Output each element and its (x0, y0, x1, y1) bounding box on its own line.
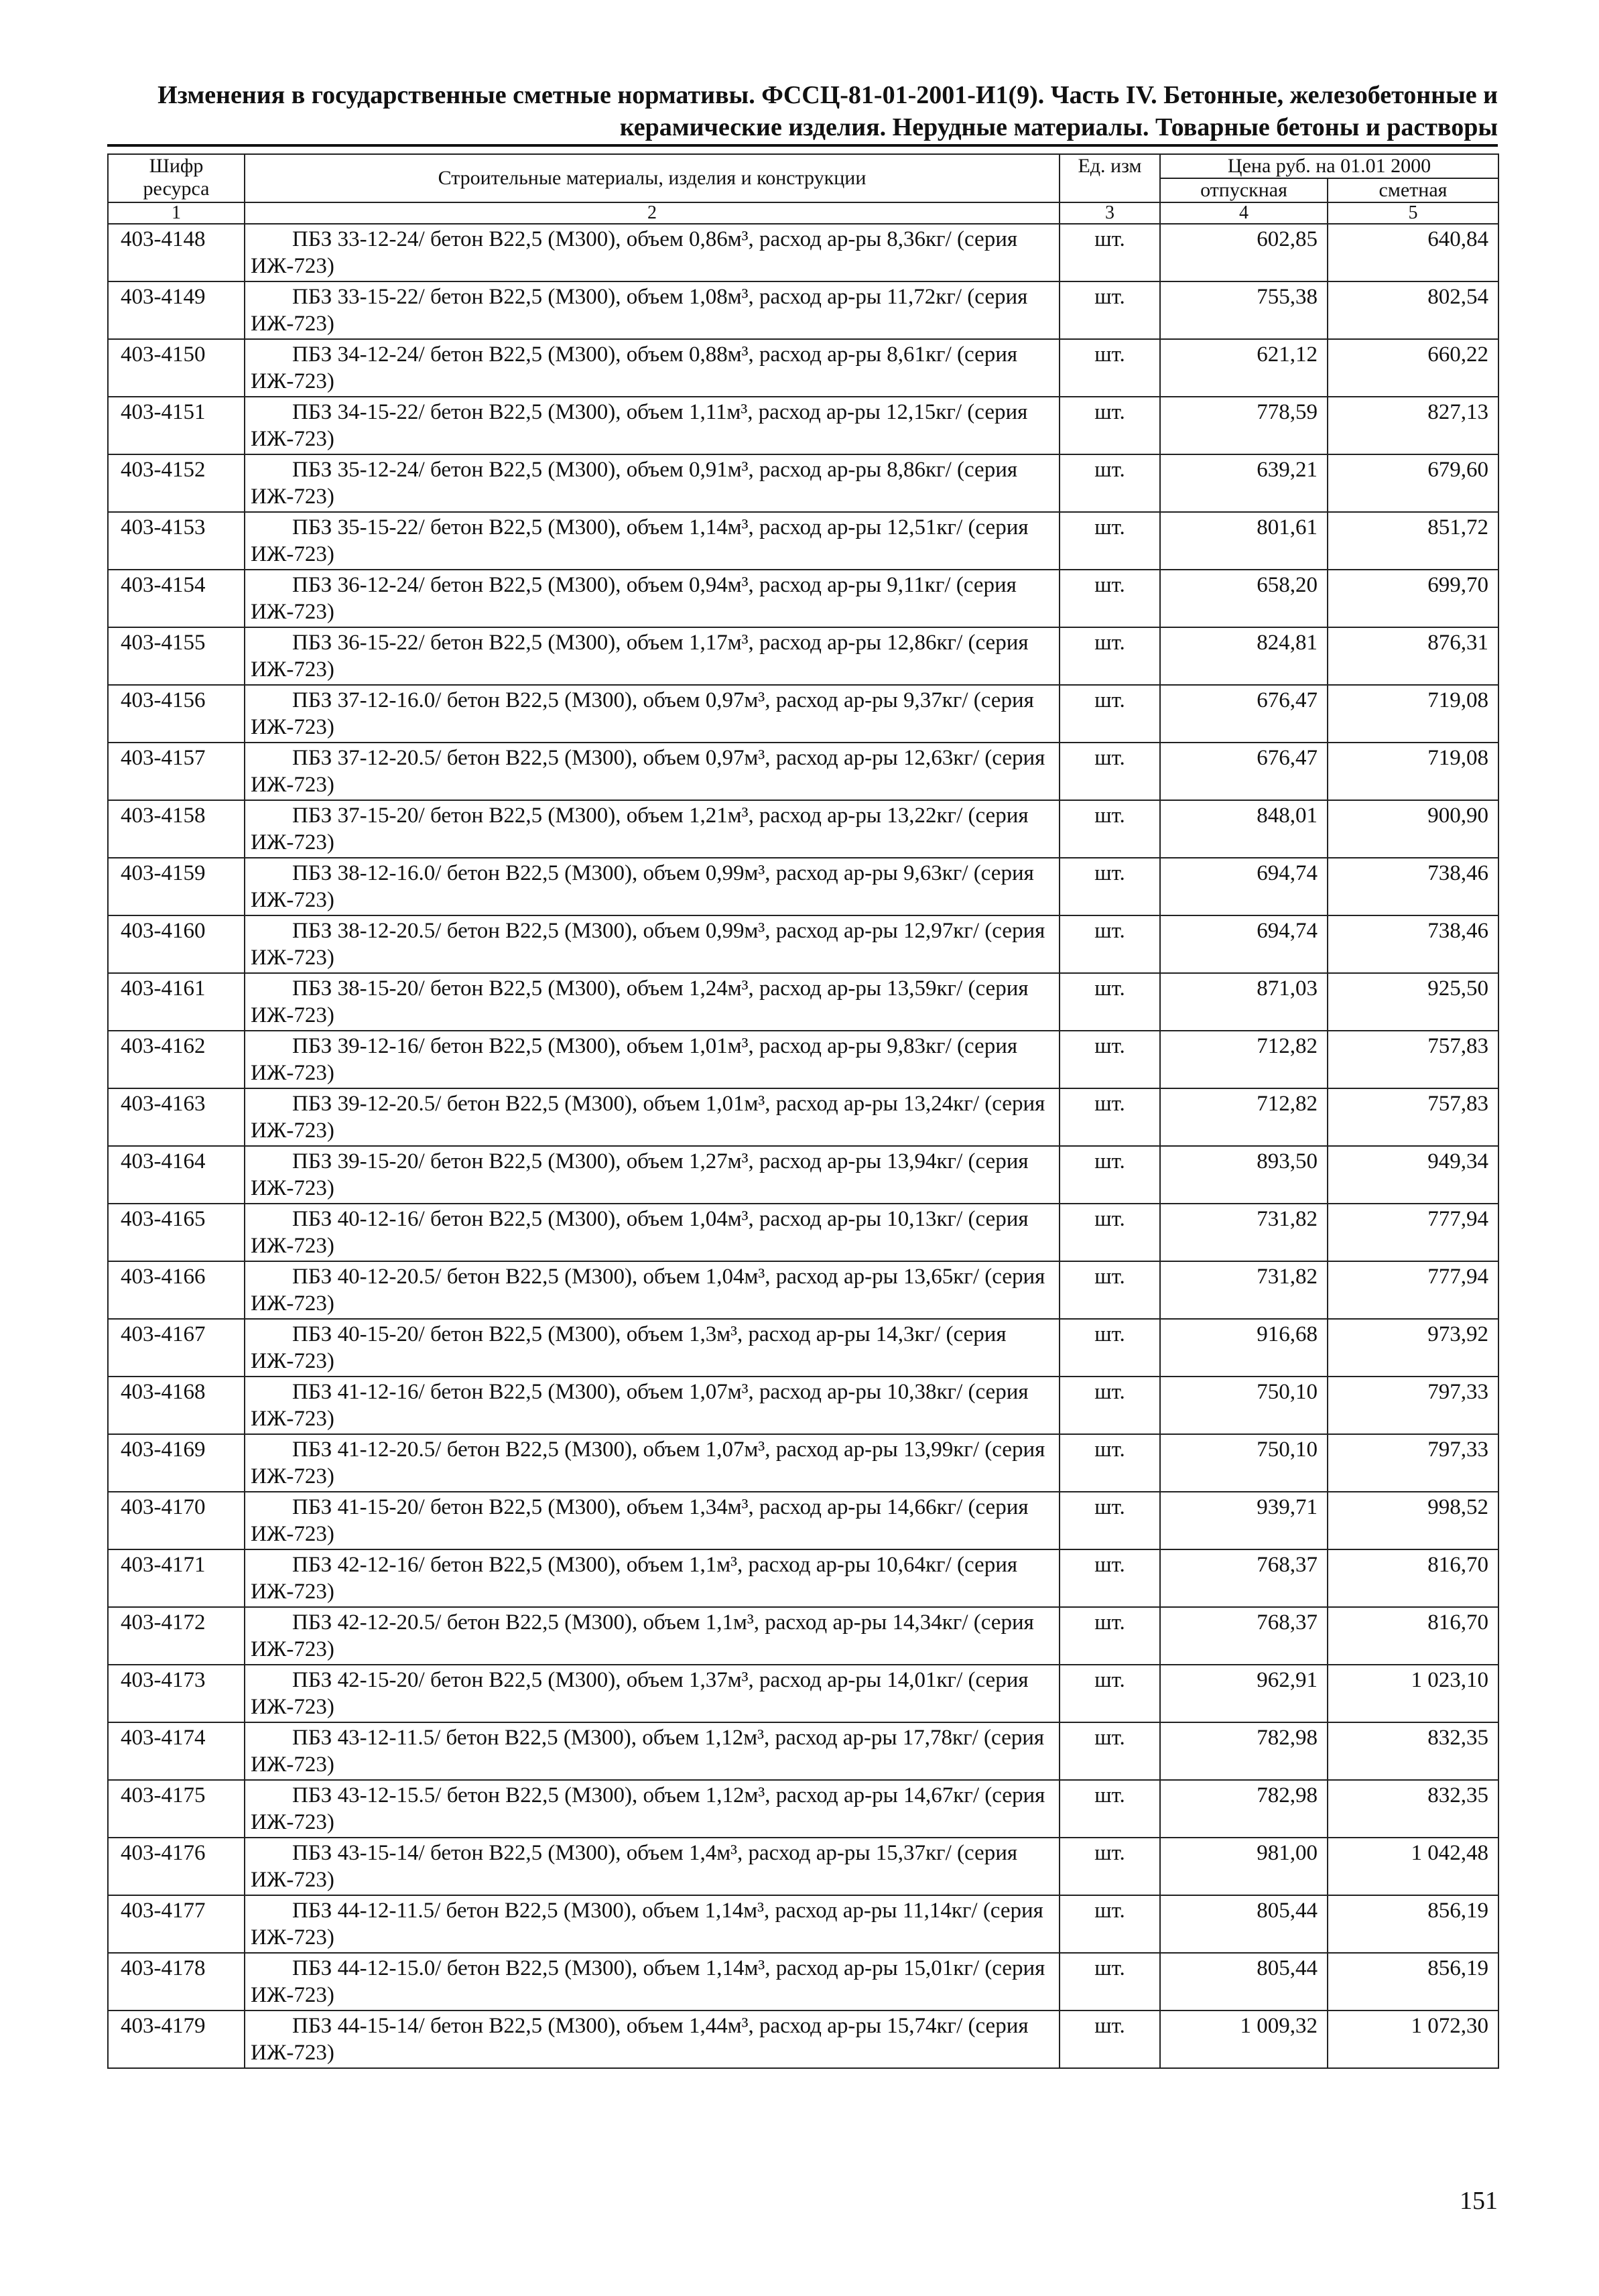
resource-code: 403-4162 (108, 1031, 245, 1088)
table-row (108, 1780, 1498, 1838)
header-estimate: сметная (1328, 178, 1498, 202)
release-price: 805,44 (1160, 1953, 1328, 2011)
release-price: 801,61 (1160, 512, 1328, 570)
estimate-price: 757,83 (1328, 1088, 1498, 1146)
unit: шт. (1060, 339, 1160, 397)
unit: шт. (1060, 1838, 1160, 1895)
resource-name: ПБЗ 44-12-11.5/ бетон В22,5 (М300), объем 1,14м³, расход ар-ры 11,14кг/ (серия ИЖ-723) (245, 1895, 1060, 1953)
header-price-group: Цена руб. на 01.01 2000 (1160, 154, 1498, 178)
table-row (108, 685, 1498, 743)
release-price: 694,74 (1160, 915, 1328, 973)
resource-name: ПБЗ 38-12-20.5/ бетон В22,5 (М300), объем 0,99м³, расход ар-ры 12,97кг/ (серия ИЖ-723) (245, 915, 1060, 973)
resource-name: ПБЗ 42-12-20.5/ бетон В22,5 (М300), объем 1,1м³, расход ар-ры 14,34кг/ (серия ИЖ-723) (245, 1607, 1060, 1665)
resource-code: 403-4178 (108, 1953, 245, 2011)
resource-code: 403-4177 (108, 1895, 245, 1953)
table-row (108, 1549, 1498, 1607)
table-row (108, 454, 1498, 512)
release-price: 750,10 (1160, 1434, 1328, 1492)
unit: шт. (1060, 397, 1160, 454)
estimate-price: 816,70 (1328, 1549, 1498, 1607)
resource-code: 403-4167 (108, 1319, 245, 1377)
resource-name: ПБЗ 44-12-15.0/ бетон В22,5 (М300), объем 1,14м³, расход ар-ры 15,01кг/ (серия ИЖ-723) (245, 1953, 1060, 2011)
resource-name: ПБЗ 41-15-20/ бетон В22,5 (М300), объем 1,34м³, расход ар-ры 14,66кг/ (серия ИЖ-723) (245, 1492, 1060, 1549)
resource-name: ПБЗ 40-12-20.5/ бетон В22,5 (М300), объем 1,04м³, расход ар-ры 13,65кг/ (серия ИЖ-723) (245, 1261, 1060, 1319)
estimate-price: 777,94 (1328, 1261, 1498, 1319)
unit: шт. (1060, 1895, 1160, 1953)
resource-code: 403-4169 (108, 1434, 245, 1492)
resource-code: 403-4164 (108, 1146, 245, 1204)
resource-name: ПБЗ 36-15-22/ бетон В22,5 (М300), объем 1,17м³, расход ар-ры 12,86кг/ (серия ИЖ-723) (245, 627, 1060, 685)
unit: шт. (1060, 512, 1160, 570)
table-row (108, 973, 1498, 1031)
table-row (108, 1031, 1498, 1088)
estimate-price: 816,70 (1328, 1607, 1498, 1665)
resource-name: ПБЗ 41-12-20.5/ бетон В22,5 (М300), объем 1,07м³, расход ар-ры 13,99кг/ (серия ИЖ-723) (245, 1434, 1060, 1492)
estimate-price: 738,46 (1328, 858, 1498, 915)
release-price: 658,20 (1160, 570, 1328, 627)
resource-name: ПБЗ 35-15-22/ бетон В22,5 (М300), объем 1,14м³, расход ар-ры 12,51кг/ (серия ИЖ-723) (245, 512, 1060, 570)
release-price: 893,50 (1160, 1146, 1328, 1204)
resource-name: ПБЗ 33-12-24/ бетон В22,5 (М300), объем 0,86м³, расход ар-ры 8,36кг/ (серия ИЖ-723) (245, 224, 1060, 281)
estimate-price: 856,19 (1328, 1895, 1498, 1953)
resource-name: ПБЗ 41-12-16/ бетон В22,5 (М300), объем 1,07м³, расход ар-ры 10,38кг/ (серия ИЖ-723) (245, 1377, 1060, 1434)
resource-code: 403-4165 (108, 1204, 245, 1261)
table-row (108, 858, 1498, 915)
table-row (108, 224, 1498, 281)
resource-name: ПБЗ 44-15-14/ бетон В22,5 (М300), объем 1,44м³, расход ар-ры 15,74кг/ (серия ИЖ-723) (245, 2011, 1060, 2068)
table-row (108, 800, 1498, 858)
header-unit: Ед. изм (1060, 154, 1160, 202)
estimate-price: 802,54 (1328, 281, 1498, 339)
resource-code: 403-4166 (108, 1261, 245, 1319)
resource-name: ПБЗ 38-12-16.0/ бетон В22,5 (М300), объем 0,99м³, расход ар-ры 9,63кг/ (серия ИЖ-723) (245, 858, 1060, 915)
release-price: 694,74 (1160, 858, 1328, 915)
estimate-price: 719,08 (1328, 685, 1498, 743)
table-row (108, 1953, 1498, 2011)
resource-code: 403-4157 (108, 743, 245, 800)
estimate-price: 949,34 (1328, 1146, 1498, 1204)
unit: шт. (1060, 224, 1160, 281)
unit: шт. (1060, 1492, 1160, 1549)
unit: шт. (1060, 1953, 1160, 2011)
unit: шт. (1060, 281, 1160, 339)
release-price: 848,01 (1160, 800, 1328, 858)
release-price: 962,91 (1160, 1665, 1328, 1722)
unit: шт. (1060, 570, 1160, 627)
table-row (108, 915, 1498, 973)
resource-code: 403-4163 (108, 1088, 245, 1146)
release-price: 916,68 (1160, 1319, 1328, 1377)
release-price: 639,21 (1160, 454, 1328, 512)
header-name: Строительные материалы, изделия и конструкции (245, 154, 1060, 202)
resource-code: 403-4170 (108, 1492, 245, 1549)
table-body (108, 224, 1498, 2068)
resource-code: 403-4179 (108, 2011, 245, 2068)
table-row (108, 1261, 1498, 1319)
unit: шт. (1060, 973, 1160, 1031)
release-price: 778,59 (1160, 397, 1328, 454)
resource-name: ПБЗ 40-15-20/ бетон В22,5 (М300), объем 1,3м³, расход ар-ры 14,3кг/ (серия ИЖ-723) (245, 1319, 1060, 1377)
release-price: 676,47 (1160, 743, 1328, 800)
table-row (108, 1377, 1498, 1434)
estimate-price: 777,94 (1328, 1204, 1498, 1261)
resource-name: ПБЗ 42-12-16/ бетон В22,5 (М300), объем 1,1м³, расход ар-ры 10,64кг/ (серия ИЖ-723) (245, 1549, 1060, 1607)
table-row (108, 1146, 1498, 1204)
resource-code: 403-4175 (108, 1780, 245, 1838)
resource-code: 403-4153 (108, 512, 245, 570)
estimate-price: 876,31 (1328, 627, 1498, 685)
estimate-price: 832,35 (1328, 1780, 1498, 1838)
release-price: 805,44 (1160, 1895, 1328, 1953)
estimate-price: 827,13 (1328, 397, 1498, 454)
estimate-price: 797,33 (1328, 1434, 1498, 1492)
table-row (108, 1088, 1498, 1146)
release-price: 782,98 (1160, 1780, 1328, 1838)
unit: шт. (1060, 858, 1160, 915)
table-row (108, 570, 1498, 627)
unit: шт. (1060, 1607, 1160, 1665)
unit: шт. (1060, 1434, 1160, 1492)
resource-name: ПБЗ 35-12-24/ бетон В22,5 (М300), объем 0,91м³, расход ар-ры 8,86кг/ (серия ИЖ-723) (245, 454, 1060, 512)
release-price: 621,12 (1160, 339, 1328, 397)
table-row (108, 1204, 1498, 1261)
table-row (108, 1434, 1498, 1492)
resource-code: 403-4159 (108, 858, 245, 915)
release-price: 602,85 (1160, 224, 1328, 281)
release-price: 871,03 (1160, 973, 1328, 1031)
estimate-price: 973,92 (1328, 1319, 1498, 1377)
release-price: 731,82 (1160, 1261, 1328, 1319)
resource-name: ПБЗ 37-15-20/ бетон В22,5 (М300), объем 1,21м³, расход ар-ры 13,22кг/ (серия ИЖ-723) (245, 800, 1060, 858)
price-table (107, 153, 1499, 2069)
release-price: 782,98 (1160, 1722, 1328, 1780)
estimate-price: 1 042,48 (1328, 1838, 1498, 1895)
unit: шт. (1060, 454, 1160, 512)
unit: шт. (1060, 1146, 1160, 1204)
resource-code: 403-4158 (108, 800, 245, 858)
resource-code: 403-4150 (108, 339, 245, 397)
page-number: 151 (1460, 2187, 1498, 2215)
resource-name: ПБЗ 38-15-20/ бетон В22,5 (М300), объем 1,24м³, расход ар-ры 13,59кг/ (серия ИЖ-723) (245, 973, 1060, 1031)
release-price: 1 009,32 (1160, 2011, 1328, 2068)
estimate-price: 719,08 (1328, 743, 1498, 800)
estimate-price: 1 023,10 (1328, 1665, 1498, 1722)
header-rule (107, 144, 1498, 147)
column-number: 4 (1160, 202, 1328, 224)
column-number: 3 (1060, 202, 1160, 224)
estimate-price: 640,84 (1328, 224, 1498, 281)
resource-code: 403-4155 (108, 627, 245, 685)
estimate-price: 699,70 (1328, 570, 1498, 627)
table-row (108, 627, 1498, 685)
release-price: 676,47 (1160, 685, 1328, 743)
unit: шт. (1060, 1319, 1160, 1377)
resource-name: ПБЗ 37-12-16.0/ бетон В22,5 (М300), объем 0,97м³, расход ар-ры 9,37кг/ (серия ИЖ-723) (245, 685, 1060, 743)
table-row (108, 1319, 1498, 1377)
estimate-price: 757,83 (1328, 1031, 1498, 1088)
page-header (107, 79, 1498, 143)
release-price: 712,82 (1160, 1031, 1328, 1088)
table-row (108, 281, 1498, 339)
unit: шт. (1060, 1780, 1160, 1838)
table-header (108, 154, 1498, 224)
table-row (108, 1665, 1498, 1722)
unit: шт. (1060, 1088, 1160, 1146)
resource-code: 403-4172 (108, 1607, 245, 1665)
estimate-price: 660,22 (1328, 339, 1498, 397)
release-price: 750,10 (1160, 1377, 1328, 1434)
estimate-price: 679,60 (1328, 454, 1498, 512)
resource-code: 403-4152 (108, 454, 245, 512)
release-price: 712,82 (1160, 1088, 1328, 1146)
estimate-price: 738,46 (1328, 915, 1498, 973)
estimate-price: 797,33 (1328, 1377, 1498, 1434)
unit: шт. (1060, 1261, 1160, 1319)
resource-code: 403-4156 (108, 685, 245, 743)
resource-code: 403-4154 (108, 570, 245, 627)
resource-name: ПБЗ 40-12-16/ бетон В22,5 (М300), объем 1,04м³, расход ар-ры 10,13кг/ (серия ИЖ-723) (245, 1204, 1060, 1261)
release-price: 755,38 (1160, 281, 1328, 339)
table-row (108, 743, 1498, 800)
estimate-price: 925,50 (1328, 973, 1498, 1031)
unit: шт. (1060, 743, 1160, 800)
unit: шт. (1060, 627, 1160, 685)
resource-name: ПБЗ 43-12-11.5/ бетон В22,5 (М300), объем 1,12м³, расход ар-ры 17,78кг/ (серия ИЖ-723) (245, 1722, 1060, 1780)
release-price: 768,37 (1160, 1607, 1328, 1665)
table-row (108, 1895, 1498, 1953)
resource-code: 403-4171 (108, 1549, 245, 1607)
resource-name: ПБЗ 34-15-22/ бетон В22,5 (М300), объем 1,11м³, расход ар-ры 12,15кг/ (серия ИЖ-723) (245, 397, 1060, 454)
table-row (108, 339, 1498, 397)
unit: шт. (1060, 685, 1160, 743)
resource-name: ПБЗ 34-12-24/ бетон В22,5 (М300), объем 0,88м³, расход ар-ры 8,61кг/ (серия ИЖ-723) (245, 339, 1060, 397)
column-number: 1 (108, 202, 245, 224)
release-price: 939,71 (1160, 1492, 1328, 1549)
unit: шт. (1060, 915, 1160, 973)
resource-code: 403-4148 (108, 224, 245, 281)
estimate-price: 851,72 (1328, 512, 1498, 570)
resource-name: ПБЗ 42-15-20/ бетон В22,5 (М300), объем 1,37м³, расход ар-ры 14,01кг/ (серия ИЖ-723) (245, 1665, 1060, 1722)
estimate-price: 1 072,30 (1328, 2011, 1498, 2068)
table-row (108, 1838, 1498, 1895)
release-price: 981,00 (1160, 1838, 1328, 1895)
table-row (108, 1492, 1498, 1549)
table-row (108, 512, 1498, 570)
resource-name: ПБЗ 36-12-24/ бетон В22,5 (М300), объем 0,94м³, расход ар-ры 9,11кг/ (серия ИЖ-723) (245, 570, 1060, 627)
resource-code: 403-4160 (108, 915, 245, 973)
release-price: 768,37 (1160, 1549, 1328, 1607)
unit: шт. (1060, 1722, 1160, 1780)
unit: шт. (1060, 2011, 1160, 2068)
resource-name: ПБЗ 37-12-20.5/ бетон В22,5 (М300), объем 0,97м³, расход ар-ры 12,63кг/ (серия ИЖ-723) (245, 743, 1060, 800)
resource-code: 403-4173 (108, 1665, 245, 1722)
column-number: 5 (1328, 202, 1498, 224)
resource-code: 403-4151 (108, 397, 245, 454)
table-row (108, 2011, 1498, 2068)
resource-code: 403-4149 (108, 281, 245, 339)
table-row (108, 397, 1498, 454)
unit: шт. (1060, 1665, 1160, 1722)
resource-code: 403-4176 (108, 1838, 245, 1895)
resource-name: ПБЗ 33-15-22/ бетон В22,5 (М300), объем 1,08м³, расход ар-ры 11,72кг/ (серия ИЖ-723) (245, 281, 1060, 339)
column-number: 2 (245, 202, 1060, 224)
resource-code: 403-4168 (108, 1377, 245, 1434)
estimate-price: 998,52 (1328, 1492, 1498, 1549)
resource-code: 403-4161 (108, 973, 245, 1031)
resource-name: ПБЗ 39-12-20.5/ бетон В22,5 (М300), объем 1,01м³, расход ар-ры 13,24кг/ (серия ИЖ-723) (245, 1088, 1060, 1146)
resource-name: ПБЗ 43-15-14/ бетон В22,5 (М300), объем 1,4м³, расход ар-ры 15,37кг/ (серия ИЖ-723) (245, 1838, 1060, 1895)
estimate-price: 900,90 (1328, 800, 1498, 858)
resource-name: ПБЗ 43-12-15.5/ бетон В22,5 (М300), объем 1,12м³, расход ар-ры 14,67кг/ (серия ИЖ-723) (245, 1780, 1060, 1838)
table-row (108, 1607, 1498, 1665)
release-price: 731,82 (1160, 1204, 1328, 1261)
resource-name: ПБЗ 39-15-20/ бетон В22,5 (М300), объем 1,27м³, расход ар-ры 13,94кг/ (серия ИЖ-723) (245, 1146, 1060, 1204)
release-price: 824,81 (1160, 627, 1328, 685)
unit: шт. (1060, 800, 1160, 858)
table-row (108, 1722, 1498, 1780)
header-release: отпускная (1160, 178, 1328, 202)
estimate-price: 856,19 (1328, 1953, 1498, 2011)
header-code: Шифр ресурса (108, 154, 245, 202)
header-line-2: керамические изделия. Нерудные материалы. Товарные бетоны и растворы (619, 113, 1498, 141)
resource-name: ПБЗ 39-12-16/ бетон В22,5 (М300), объем 1,01м³, расход ар-ры 9,83кг/ (серия ИЖ-723) (245, 1031, 1060, 1088)
estimate-price: 832,35 (1328, 1722, 1498, 1780)
unit: шт. (1060, 1377, 1160, 1434)
unit: шт. (1060, 1204, 1160, 1261)
resource-code: 403-4174 (108, 1722, 245, 1780)
unit: шт. (1060, 1549, 1160, 1607)
unit: шт. (1060, 1031, 1160, 1088)
header-line-1: Изменения в государственные сметные нормативы. ФССЦ-81-01-2001-И1(9). Часть IV. Бетонные, железобетонные и (157, 81, 1498, 109)
